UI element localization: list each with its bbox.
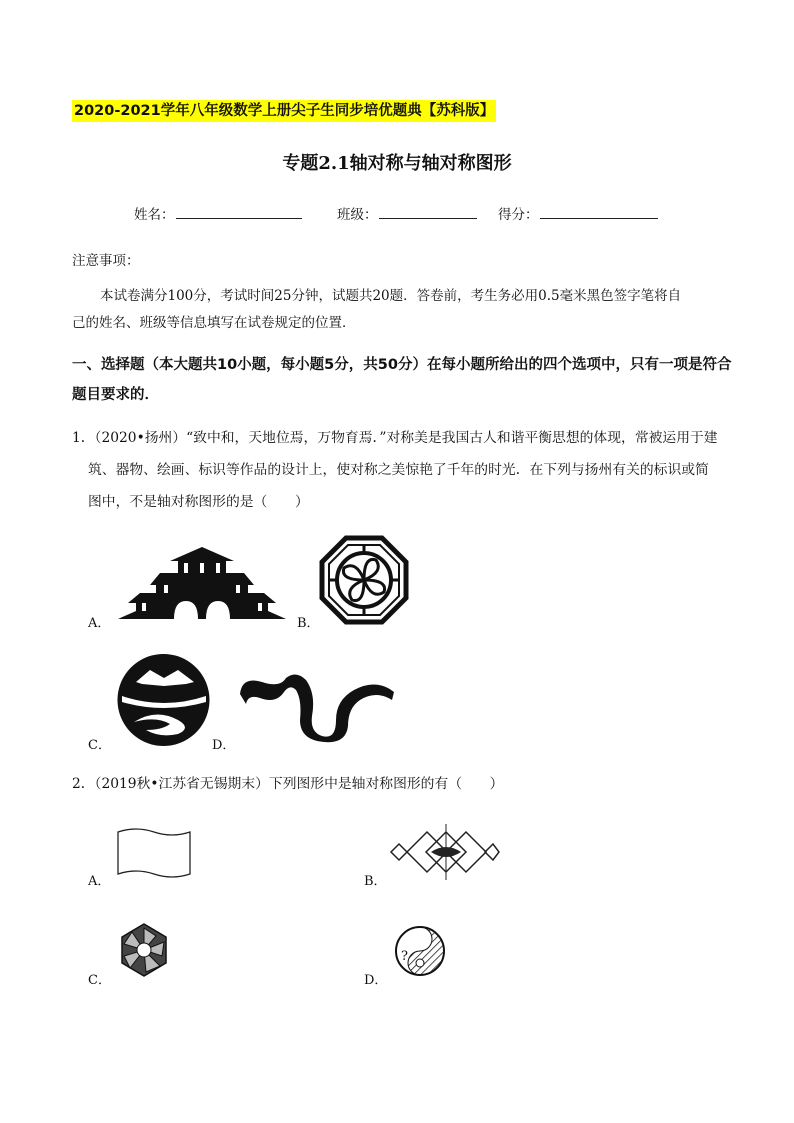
q1-option-b-octagon-figure (320, 536, 408, 624)
page-title: 专题2.1轴对称与轴对称图形 (282, 153, 512, 174)
q2-line-1: 2．（2019秋•江苏省无锡期末）下列图形中是轴对称图形的有（ ） (72, 776, 504, 792)
notice-line-2: 己的姓名、班级等信息填写在试卷规定的位置． (72, 315, 356, 331)
q1-option-a-building-figure (114, 545, 290, 627)
section-line-2: 题目要求的． (72, 387, 159, 403)
q1-option-b-label: B． (297, 616, 320, 631)
q2-option-d-label: D． (364, 973, 388, 988)
q1-option-c-emblem-figure (116, 652, 212, 748)
q1-option-a-label: A． (88, 616, 111, 631)
q2-option-d-yinyang-figure (393, 924, 447, 978)
name-field-line (176, 218, 302, 219)
score-field-line (540, 218, 658, 219)
q1-line-1: 1．（2020•扬州）“致中和，天地位焉，万物育焉．”对称美是我国古人和谐平衡思想的体现，常被运用于建 (72, 430, 718, 446)
section-line-1: 一、选择题（本大题共10小题，每小题5分，共50分）在每小题所给出的四个选项中，只有一项是符合 (72, 357, 732, 373)
class-field-line (379, 218, 477, 219)
q2-option-c-label: C． (88, 973, 111, 988)
q2-option-b-diamonds-figure (389, 822, 503, 884)
header-tag: 2020-2021学年八年级数学上册尖子生同步培优题典【苏科版】 (72, 100, 496, 122)
q1-line-3: 图中，不是轴对称图形的是（ ） (88, 494, 309, 510)
q1-line-2: 筑、器物、绘画、标识等作品的设计上，使对称之美惊艳了千年的时光．在下列与扬州有关的标识或简 (88, 462, 709, 478)
class-label: 班级： (337, 207, 378, 223)
notice-title: 注意事项： (72, 253, 140, 269)
q1-option-d-label: D． (212, 738, 236, 753)
q2-option-d-question-mark: ? (401, 949, 408, 964)
q2-option-b-label: B． (364, 874, 387, 889)
section-heading (72, 350, 732, 410)
notice-line-1: 本试卷满分100分，考试时间25分钟，试题共20题．答卷前，考生务必用0.5毫米黑色签字笔将自 (100, 288, 682, 304)
q2-option-c-pinwheel-figure (116, 922, 172, 978)
score-label: 得分： (498, 207, 539, 223)
q1-option-c-label: C． (88, 738, 111, 753)
q2-option-a-flag-figure (114, 828, 194, 882)
q1-option-d-snake-figure (236, 670, 398, 744)
q2-option-a-label: A． (88, 874, 111, 889)
name-label: 姓名： (134, 207, 175, 223)
